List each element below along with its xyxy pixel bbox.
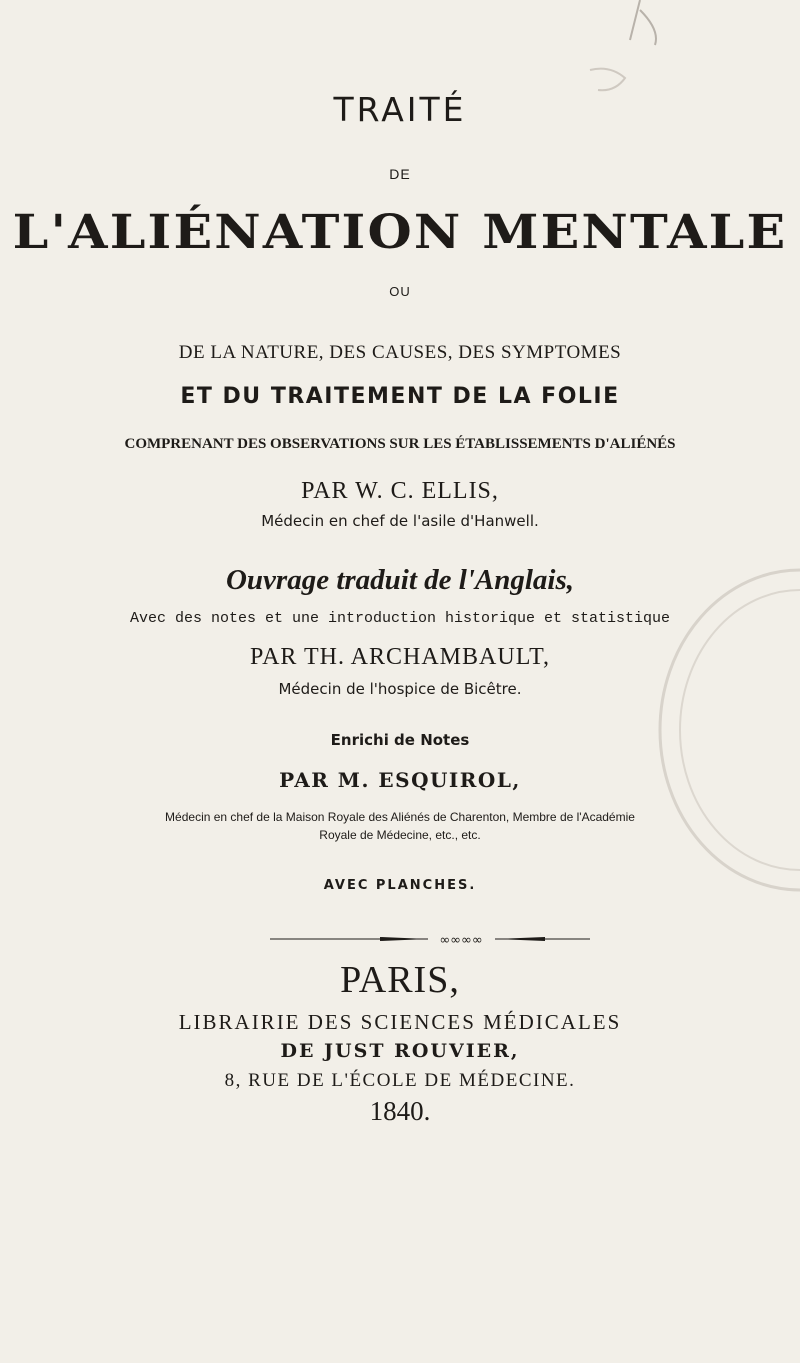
- author: PAR W. C. ELLIS,: [301, 478, 499, 504]
- enriched-note: Enrichi de Notes: [330, 731, 470, 749]
- plates-note: AVEC PLANCHES.: [323, 878, 477, 893]
- publisher-address: 8, RUE DE L'ÉCOLE DE MÉDECINE.: [224, 1070, 576, 1091]
- translation-notes: Avec des notes et une introduction historique et statistique: [129, 610, 671, 627]
- subtitle-line-3: COMPRENANT DES OBSERVATIONS SUR LES ÉTABLISSEMENTS D'ALIÉNÉS: [124, 436, 676, 452]
- ornament-chain: ∞∞∞∞: [439, 933, 483, 946]
- heading-traite: TRAITÉ: [333, 90, 467, 129]
- ornament-wedge-left: [380, 937, 428, 941]
- translator: PAR TH. ARCHAMBAULT,: [249, 644, 551, 670]
- translation-note: Ouvrage traduit de l'Anglais,: [225, 564, 575, 596]
- ornament-rule: [0, 932, 800, 946]
- connector-ou: OU: [389, 284, 411, 299]
- publisher-line-2: DE JUST ROUVIER,: [280, 1040, 520, 1062]
- subtitle-line-2: ET DU TRAITEMENT DE LA FOLIE: [180, 384, 620, 409]
- annotator: PAR M. ESQUIROL,: [279, 768, 521, 792]
- ink-mark-corner: [590, 69, 625, 91]
- publisher-line-1: LIBRAIRIE DES SCIENCES MÉDICALES: [178, 1010, 622, 1034]
- ornament-wedge-right: [495, 937, 545, 941]
- author-role: Médecin en chef de l'asile d'Hanwell.: [261, 512, 539, 530]
- main-title: L'ALIÉNATION MENTALE: [12, 205, 788, 260]
- translator-role: Médecin de l'hospice de Bicêtre.: [278, 680, 522, 698]
- annotator-role-line-2: Royale de Médecine, etc., etc.: [319, 828, 481, 842]
- imprint-city: PARIS,: [340, 959, 460, 1001]
- connector-de: DE: [389, 166, 411, 182]
- ink-mark-top: [630, 0, 656, 45]
- subtitle-line-1: DE LA NATURE, DES CAUSES, DES SYMPTOMES: [178, 342, 622, 363]
- publication-year: 1840.: [369, 1096, 431, 1126]
- annotator-role-line-1: Médecin en chef de la Maison Royale des Aliénés de Charenton, Membre de l'Académie: [165, 810, 635, 824]
